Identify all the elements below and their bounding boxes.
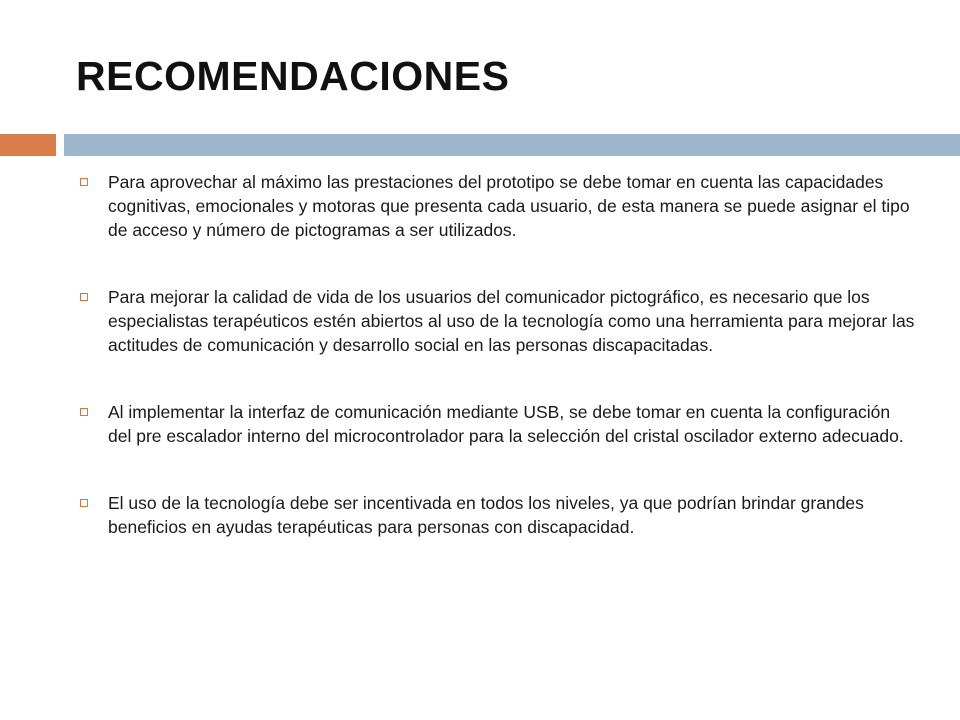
list-item-text: Al implementar la interfaz de comunicación mediante USB, se debe tomar en cuenta la configuración del pre escalador interno del microcontrolador para la selección del cristal oscilador externo adecuado.	[108, 402, 904, 446]
list-item	[76, 491, 916, 539]
list-item	[76, 400, 916, 448]
square-bullet-icon	[80, 293, 88, 301]
square-bullet-icon	[80, 408, 88, 416]
accent-band-orange	[0, 134, 56, 156]
list-item-text: Para aprovechar al máximo las prestaciones del prototipo se debe tomar en cuenta las capacidades cognitivas, emocionales y motoras que presenta cada usuario, de esta manera se puede asignar el tipo de acceso y número de pictogramas a ser utilizados.	[108, 172, 910, 240]
slide-title: RECOMENDACIONES	[76, 53, 510, 99]
list-item	[76, 285, 916, 357]
list-item-text: Para mejorar la calidad de vida de los usuarios del comunicador pictográfico, es necesario que los especialistas terapéuticos estén abiertos al uso de la tecnología como una herramienta para mejorar las actitudes de comunicación y desarrollo social en las personas discapacitadas.	[108, 287, 915, 355]
accent-band-blue	[64, 134, 960, 156]
square-bullet-icon	[80, 178, 88, 186]
list-item	[76, 170, 916, 242]
bullet-list	[76, 170, 916, 582]
square-bullet-icon	[80, 499, 88, 507]
list-item-text: El uso de la tecnología debe ser incentivada en todos los niveles, ya que podrían brindar grandes beneficios en ayudas terapéuticas para personas con discapacidad.	[108, 493, 864, 537]
